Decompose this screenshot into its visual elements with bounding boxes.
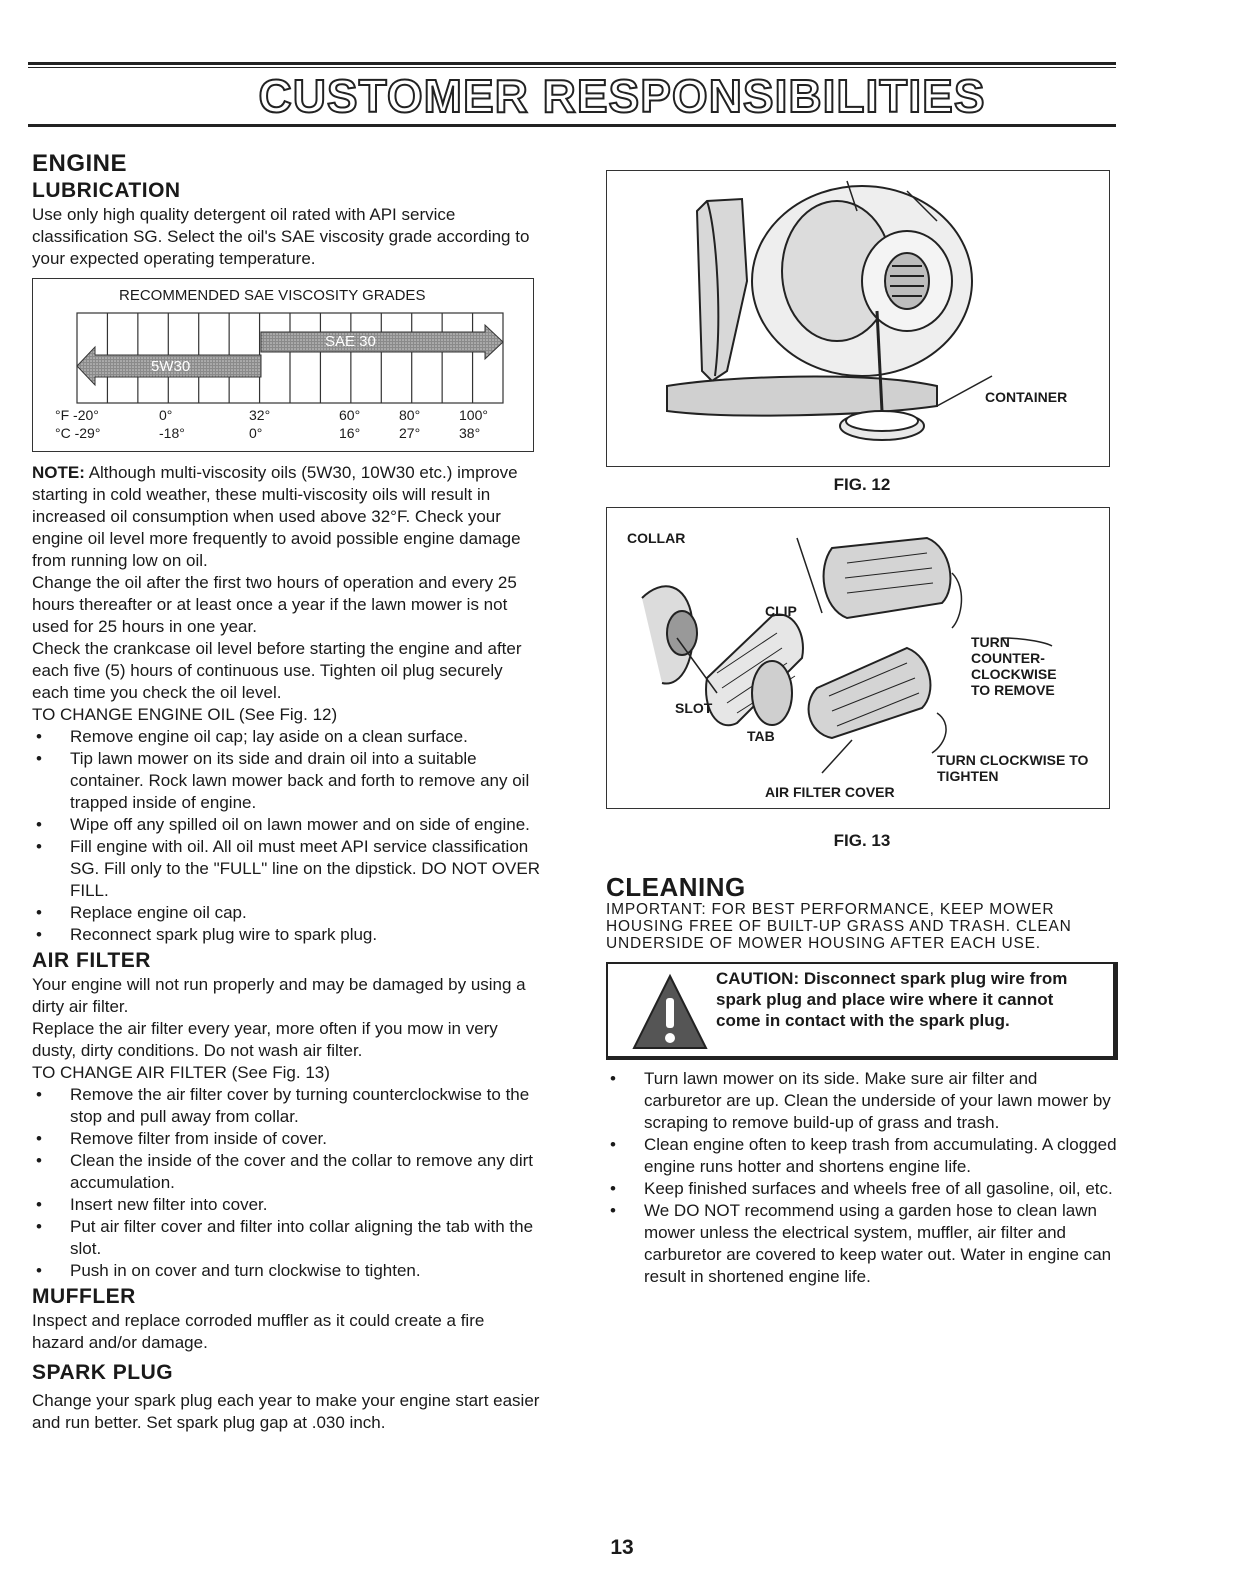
warning-icon — [630, 972, 710, 1052]
air-filter-cover-label: AIR FILTER COVER — [765, 784, 895, 800]
note-paragraph — [32, 462, 540, 572]
oil-steps-list — [32, 726, 540, 946]
fig12-illustration — [606, 170, 1110, 467]
list-item: • Remove the air filter cover by turning counterclockwise to the stop and pull away from collar. — [32, 1084, 540, 1128]
viscosity-chart — [32, 278, 534, 452]
celsius-tick-label: 38° — [459, 425, 481, 441]
list-item: • Keep finished surfaces and wheels free of all gasoline, oil, etc. — [606, 1178, 1118, 1200]
list-item: • Wipe off any spilled oil on lawn mower and on side of engine. — [32, 814, 540, 836]
container-label: CONTAINER — [985, 389, 1068, 405]
lubrication-heading: LUBRICATION — [32, 179, 181, 202]
list-item: • We DO NOT recommend using a garden hose to clean lawn mower unless the electrical system, muffler, air filter and carburetor are covered to keep water out. Water in engine can result in shortened engine life. — [606, 1200, 1118, 1288]
bottom-rule — [28, 124, 1116, 127]
celsius-row — [33, 425, 533, 443]
caution-box — [606, 962, 1118, 1060]
oil-check-text: Check the crankcase oil level before starting the engine and after each five (5) hours of continuous use. Tighten oil plug securely each time you check the oil level. — [32, 639, 522, 702]
clip-label: CLIP — [765, 603, 797, 619]
list-item: • Remove filter from inside of cover. — [32, 1128, 540, 1150]
left-column — [32, 150, 540, 1434]
sae30-label: SAE 30 — [325, 333, 376, 350]
oil-procedure-title: TO CHANGE ENGINE OIL (See Fig. 12) — [32, 705, 338, 724]
celsius-tick-label: -18° — [159, 425, 185, 441]
sae30-arrow — [261, 325, 503, 359]
list-item: • Push in on cover and turn clockwise to tighten. — [32, 1260, 540, 1282]
list-item: • Turn lawn mower on its side. Make sure air filter and carburetor are up. Clean the underside of your lawn mower by scraping to remove build-up of grass and trash. — [606, 1068, 1118, 1134]
spark-plug-text: Change your spark plug each year to make your engine start easier and run better. Set spark plug gap at .030 inch. — [32, 1391, 540, 1432]
turn-cw-label: TURN CLOCKWISE TO TIGHTEN — [937, 752, 1089, 784]
cleaning-steps-list — [606, 1068, 1118, 1288]
list-item: • Remove engine oil cap; lay aside on a clean surface. — [32, 726, 540, 748]
list-item: • Replace engine oil cap. — [32, 902, 540, 924]
fig13-caption: FIG. 13 — [833, 831, 891, 850]
fahrenheit-row — [33, 407, 533, 425]
fahrenheit-tick-label: °F -20° — [55, 407, 99, 423]
muffler-heading: MUFFLER — [32, 1285, 136, 1308]
oil-change-text: Change the oil after the first two hours of operation and every 25 hours thereafter or at least once a year if the lawn mower is not used for 25 hours in one year. — [32, 573, 517, 636]
list-item: • Insert new filter into cover. — [32, 1194, 540, 1216]
list-item: • Fill engine with oil. All oil must meet API service classification SG. Fill only to the "FULL" line on the dipstick. DO NOT OVER FILL. — [32, 836, 540, 902]
engine-heading: ENGINE — [32, 150, 128, 177]
page-title: CUSTOMER RESPONSIBILITIES — [258, 70, 986, 122]
celsius-tick-label: 27° — [399, 425, 421, 441]
chart-title: RECOMMENDED SAE VISCOSITY GRADES — [119, 287, 426, 304]
lubrication-intro: Use only high quality detergent oil rated with API service classification SG. Select the oil's SAE viscosity grade according to your expected operating temperature. — [32, 205, 530, 268]
right-column — [606, 170, 1118, 1288]
top-rule — [28, 62, 1116, 65]
list-item: • Clean engine often to keep trash from accumulating. A clogged engine runs hotter and shortens engine life. — [606, 1134, 1118, 1178]
oil-drain-illustration — [607, 171, 1109, 466]
celsius-tick-label: 16° — [339, 425, 361, 441]
air-filter-heading: AIR FILTER — [32, 949, 151, 972]
fahrenheit-tick-label: 60° — [339, 407, 361, 423]
list-item: • Put air filter cover and filter into collar aligning the tab with the slot. — [32, 1216, 540, 1260]
collar-label: COLLAR — [627, 530, 686, 546]
cleaning-heading: CLEANING — [606, 872, 746, 902]
fahrenheit-tick-label: 32° — [249, 407, 271, 423]
page-number: 13 — [610, 1536, 634, 1559]
tab-label: TAB — [747, 728, 775, 744]
fahrenheit-tick-label: 0° — [159, 407, 173, 423]
air-filter-procedure-title: TO CHANGE AIR FILTER (See Fig. 13) — [32, 1063, 330, 1082]
5w30-label: 5W30 — [151, 358, 191, 375]
list-item: • Clean the inside of the cover and the collar to remove any dirt accumulation. — [32, 1150, 540, 1194]
top-rule-thin — [28, 67, 1116, 68]
muffler-text: Inspect and replace corroded muffler as it could create a fire hazard and/or damage. — [32, 1311, 485, 1352]
important-notice: IMPORTANT: FOR BEST PERFORMANCE, KEEP MOWER HOUSING FREE OF BUILT-UP GRASS AND TRASH. CLEAN UNDERSIDE OF MOWER HOUSING AFTER EACH USE. — [606, 901, 1072, 952]
fig13-illustration — [606, 507, 1110, 809]
fahrenheit-tick-label: 100° — [459, 407, 488, 423]
fig12-caption: FIG. 12 — [833, 475, 891, 494]
note-label: NOTE: — [32, 463, 85, 482]
fahrenheit-tick-label: 80° — [399, 407, 421, 423]
list-item: • Tip lawn mower on its side and drain oil into a suitable container. Rock lawn mower back and forth to remove any oil trapped inside of engine. — [32, 748, 540, 814]
note-text: Although multi-viscosity oils (5W30, 10W30 etc.) improve starting in cold weather, these multi-viscosity oils will result in increased oil consumption when used above 32°F. Check your engine oil level more frequently to avoid possible engine damage from running low on oil. — [32, 463, 521, 570]
celsius-tick-label: 0° — [249, 425, 263, 441]
air-filter-p1: Your engine will not run properly and may be damaged by using a dirty air filter. — [32, 975, 526, 1016]
air-filter-p2: Replace the air filter every year, more often if you mow in very dusty, dirty conditions. Do not wash air filter. — [32, 1019, 498, 1060]
air-filter-steps-list — [32, 1084, 540, 1282]
celsius-tick-label: °C -29° — [55, 425, 101, 441]
list-item: • Reconnect spark plug wire to spark plug. — [32, 924, 540, 946]
slot-label: SLOT — [675, 700, 713, 716]
turn-ccw-label: TURN COUNTER-CLOCKWISE TO REMOVE — [971, 634, 1057, 698]
spark-plug-heading: SPARK PLUG — [32, 1361, 174, 1384]
caution-text: CAUTION: Disconnect spark plug wire from spark plug and place wire where it cannot come in contact with the spark plug. — [716, 969, 1068, 1030]
